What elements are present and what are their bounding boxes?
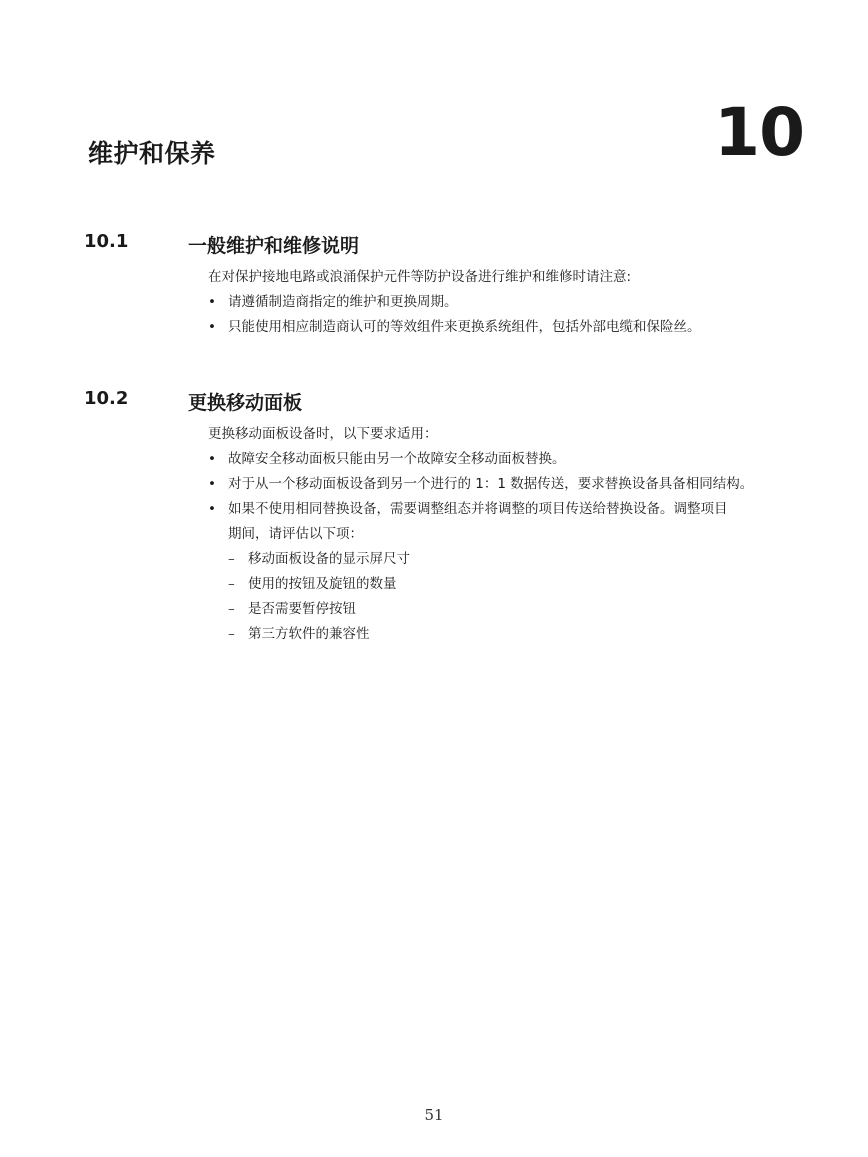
bullet-list [208,447,824,647]
list-item-text: 请遵循制造商指定的维护和更换周期。 [228,294,458,310]
list-item-text: 对于从一个移动面板设备到另一个进行的 1：1 数据传送，要求替换设备具备相同结构。 [228,476,754,492]
section-heading [84,388,824,416]
chapter-number: 10 [714,94,804,171]
intro-paragraph: 在对保护接地电路或浪涌保护元件等防护设备进行维护和维修时请注意: [208,269,632,285]
section-title: 更换移动面板 [188,392,303,414]
list-item-text: 只能使用相应制造商认可的等效组件来更换系统组件，包括外部电缆和保险丝。 [228,319,701,335]
section-number: 10.1 [84,231,129,252]
section-body [208,422,824,647]
list-item-text: 期间，请评估以下项： [228,526,363,542]
sub-list-item [228,597,824,622]
list-item-text: 如果不使用相同替换设备，需要调整组态并将调整的项目传送给替换设备。调整项目 [228,501,728,517]
section-number: 10.2 [84,388,129,409]
bullet-icon: • [208,294,216,310]
list-item [208,315,824,340]
dash-icon: – [228,576,235,592]
bullet-icon: • [208,451,216,467]
section-10-2 [84,388,824,647]
dash-icon: – [228,601,235,617]
sub-list-item [228,547,824,572]
sub-list-item-text: 移动面板设备的显示屏尺寸 [248,551,410,567]
bullet-icon: • [208,319,216,335]
dash-icon: – [228,551,235,567]
section-title: 一般维护和维修说明 [188,235,360,257]
sub-list [228,547,824,647]
list-item-text: 故障安全移动面板只能由另一个故障安全移动面板替换。 [228,451,566,467]
bullet-list [208,290,824,340]
bullet-icon: • [208,476,216,492]
sub-list-item-text: 使用的按钮及旋钮的数量 [248,576,397,592]
section-10-1 [84,231,824,340]
page-number: 51 [424,1106,444,1124]
sub-list-item-text: 第三方软件的兼容性 [248,626,370,642]
list-item [208,497,824,647]
list-item [208,472,824,497]
list-item [208,290,824,315]
chapter-title: 维护和保养 [88,139,216,168]
section-body [208,265,824,340]
sub-list-item [228,622,824,647]
dash-icon: – [228,626,235,642]
bullet-icon: • [208,501,216,517]
section-heading [84,231,824,259]
sub-list-item [228,572,824,597]
list-item [208,447,824,472]
intro-paragraph: 更换移动面板设备时，以下要求适用： [208,426,438,442]
sub-list-item-text: 是否需要暂停按钮 [248,601,356,617]
